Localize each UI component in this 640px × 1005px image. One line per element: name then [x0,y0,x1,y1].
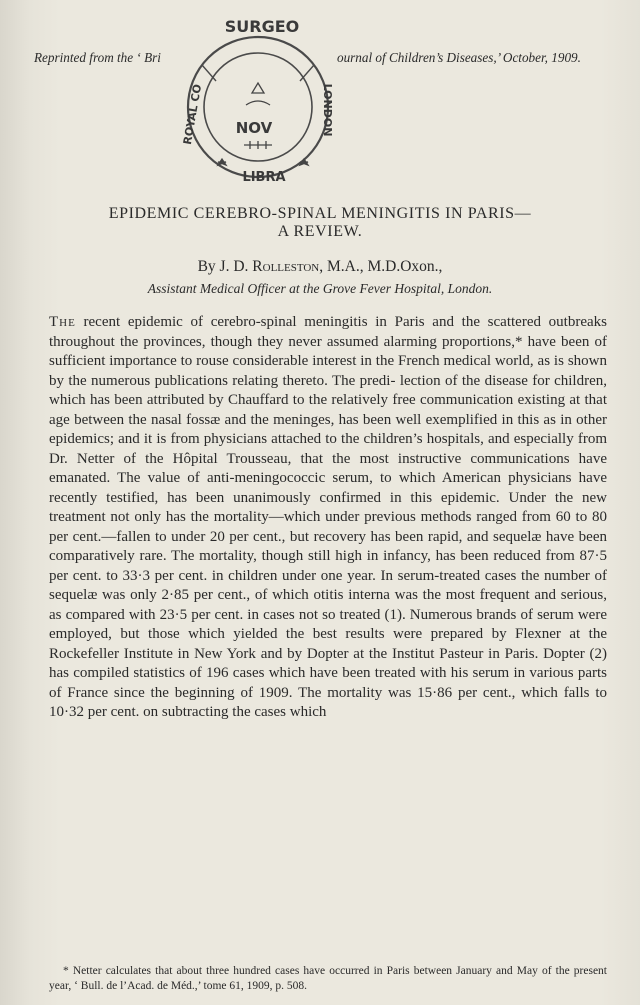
reprint-prefix: Reprinted from the ‘ Bri [34,50,161,65]
stamp-left-text: ROYAL CO [180,83,205,146]
reprint-notice [34,50,634,66]
title-line-1: EPIDEMIC CEREBRO-SPINAL MENINGITIS IN PARIS— [108,205,532,222]
author-affiliation: Assistant Medical Officer at the Grove Fever Hospital, London. [147,281,493,296]
library-stamp [172,5,344,191]
article-body [49,313,607,723]
byline [20,258,620,276]
stamp-bottom-text: LIBRA [242,170,286,185]
body-lead-word: The [49,314,76,330]
reprint-suffix: ournal of Children’s Diseases,’ October, 1909. [336,50,581,65]
author-name: Rolleston [252,258,320,275]
body-paragraph: recent epidemic of cerebro-spinal meningitis in Paris and the scattered outbreaks throughout the provinces, though they never assumed alarming proportions,* have been of sufficient importance to rouse considerable interest in the French medical world, as is shown by the numerous publications relating thereto. The predi- lection of the disease for children, which has been attributed by Chauffard to the relatively free communication existing at that age between the nasal fossæ and the meninges, has been well exemplified in this as in other epidemics; and it is from physicians attached to the children’s hospitals, and especially from Dr. Netter of the Hôpital Trousseau, that the most instructive communications have emanated. The value of anti-meningococcic serum, to which American physicians have recently testified, has been unanimously confirmed in this epidemic. Under the new treatment not only has the mortality—which under previous methods ranged from 60 to 80 per cent.—fallen to under 20 per cent., but recovery has been rapid, and sequelæ have been comparatively rare. The mortality, though still high in infancy, has been reduced from 87·5 per cent. to 33·3 per cent. in children under one year. In serum-treated cases the number of sequelæ was only 2·85 per cent., of which otitis interna was the most frequent and serious, as compared with 23·5 per cent. in cases not so treated (1). Numerous brands of serum were employed, but those which yielded the best results were prepared by Flexner at the Rockefeller Institute in New York and by Dopter at the Institut Pasteur in Paris. Dopter (2) has compiled statistics of 196 cases which have been treated with his serum in various parts of France since the beginning of 1909. The mortality was 15·86 per cent., which falls to 10·32 per cent. on subtracting the cases which [49,314,607,720]
title-line-2: A REVIEW. [277,223,363,240]
stamp-right-text: LONDON [321,83,334,137]
footnote: * Netter calculates that about three hundred cases have occurred in Paris between January and May of the present year, ‘ Bull. de l’Acad. de Méd.,’ tome 61, 1909, p. 508. [49,965,607,992]
article-title [20,205,620,241]
author-degrees: , M.A., M.D.Oxon., [319,258,443,275]
stamp-middle-text: NOV [235,119,273,137]
byline-by: By J. D. [197,258,249,275]
stamp-top-text: SURGEO [224,17,300,36]
